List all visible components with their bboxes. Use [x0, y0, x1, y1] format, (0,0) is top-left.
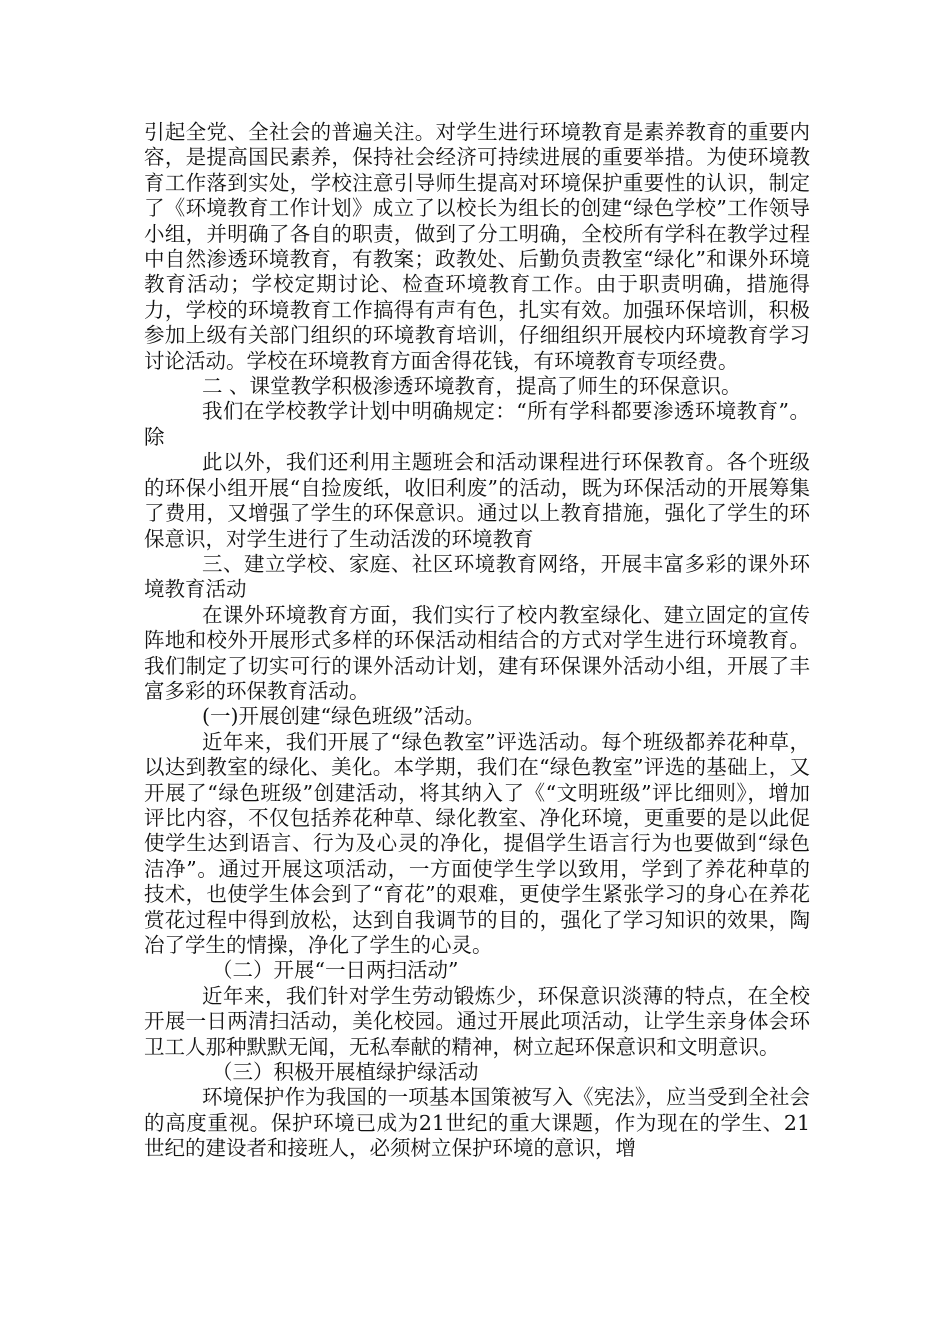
document-page	[144, 120, 810, 1162]
paragraph-environment-policy: 环境保护作为我国的一项基本国策被写入《宪法》，应当受到全社会的高度重视。保护环境已成为21世纪的重大课题，作为现在的学生、21世纪的建设者和接班人，必须树立保护环境的意识，增	[144, 1085, 810, 1161]
paragraph-teaching-plan: 我们在学校教学计划中明确规定：“所有学科都要渗透环境教育”。除	[144, 399, 810, 449]
paragraph-outdoor-education: 在课外环境教育方面，我们实行了校内教室绿化、建立固定的宣传阵地和校外开展形式多样的环保活动相结合的方式对学生进行环境教育。我们制定了切实可行的课外活动计划，建有环保课外活动小组，开展了丰富多彩的环保教育活动。	[144, 602, 810, 703]
paragraph-class-meeting: 此以外，我们还利用主题班会和活动课程进行环保教育。各个班级的环保小组开展“自捡废纸，收旧利废”的活动，既为环保活动的开展筹集了费用，又增强了学生的环保意识。通过以上教育措施，强化了学生的环保意识，对学生进行了生动活泼的环境教育	[144, 450, 810, 551]
paragraph-daily-cleaning: 近年来，我们针对学生劳动锻炼少，环保意识淡薄的特点，在全校开展一日两清扫活动，美化校园。通过开展此项活动，让学生亲身体会环卫工人那种默默无闻，无私奉献的精神，树立起环保意识和文明意识。	[144, 983, 810, 1059]
subheading-daily-cleaning: （二）开展“一日两扫活动”	[212, 958, 459, 983]
subheading-planting: （三）积极开展植绿护绿活动	[212, 1060, 479, 1085]
section-heading-2: 二 、课堂教学积极渗透环境教育，提高了师生的环保意识。	[202, 374, 742, 399]
subheading-green-class: (一)开展创建“绿色班级”活动。	[202, 704, 485, 729]
paragraph-intro: 引起全党、全社会的普遍关注。对学生进行环境教育是素养教育的重要内容，是提高国民素养，保持社会经济可持续进展的重要举措。为使环境教育工作落到实处，学校注意引导师生提高对环境保护重要性的认识，制定了《环境教育工作计划》成立了以校长为组长的创建“绿色学校”工作领导小组，并明确了各自的职责，做到了分工明确，全校所有学科在教学过程中自然渗透环境教育，有教案；政教处、后勤负责教室“绿化”和课外环境教育活动；学校定期讨论、检查环境教育工作。由于职责明确，措施得力，学校的环境教育工作搞得有声有色，扎实有效。加强环保培训，积极参加上级有关部门组织的环境教育培训，仔细组织开展校内环境教育学习讨论活动。学校在环境教育方面舍得花钱，有环境教育专项经费。	[144, 120, 810, 373]
section-heading-3: 三、建立学校、家庭、社区环境教育网络，开展丰富多彩的课外环境教育活动	[144, 551, 810, 602]
paragraph-green-classroom: 近年来，我们开展了“绿色教室”评选活动。每个班级都养花种草，以达到教室的绿化、美化。本学期，我们在“绿色教室”评选的基础上，又开展了“绿色班级”创建活动，将其纳入了《“文明班级”评比细则》，增加评比内容，不仅包括养花种草、绿化教室、净化环境，更重要的是以此促使学生达到语言、行为及心灵的净化，提倡学生语言行为也要做到“绿色洁净”。通过开展这项活动，一方面使学生学以致用，学到了养花种草的技术，也使学生体会到了“育花”的艰难，更使学生紧张学习的身心在养花赏花过程中得到放松，达到自我调节的目的，强化了学习知识的效果，陶冶了学生的情操，净化了学生的心灵。	[144, 729, 810, 957]
